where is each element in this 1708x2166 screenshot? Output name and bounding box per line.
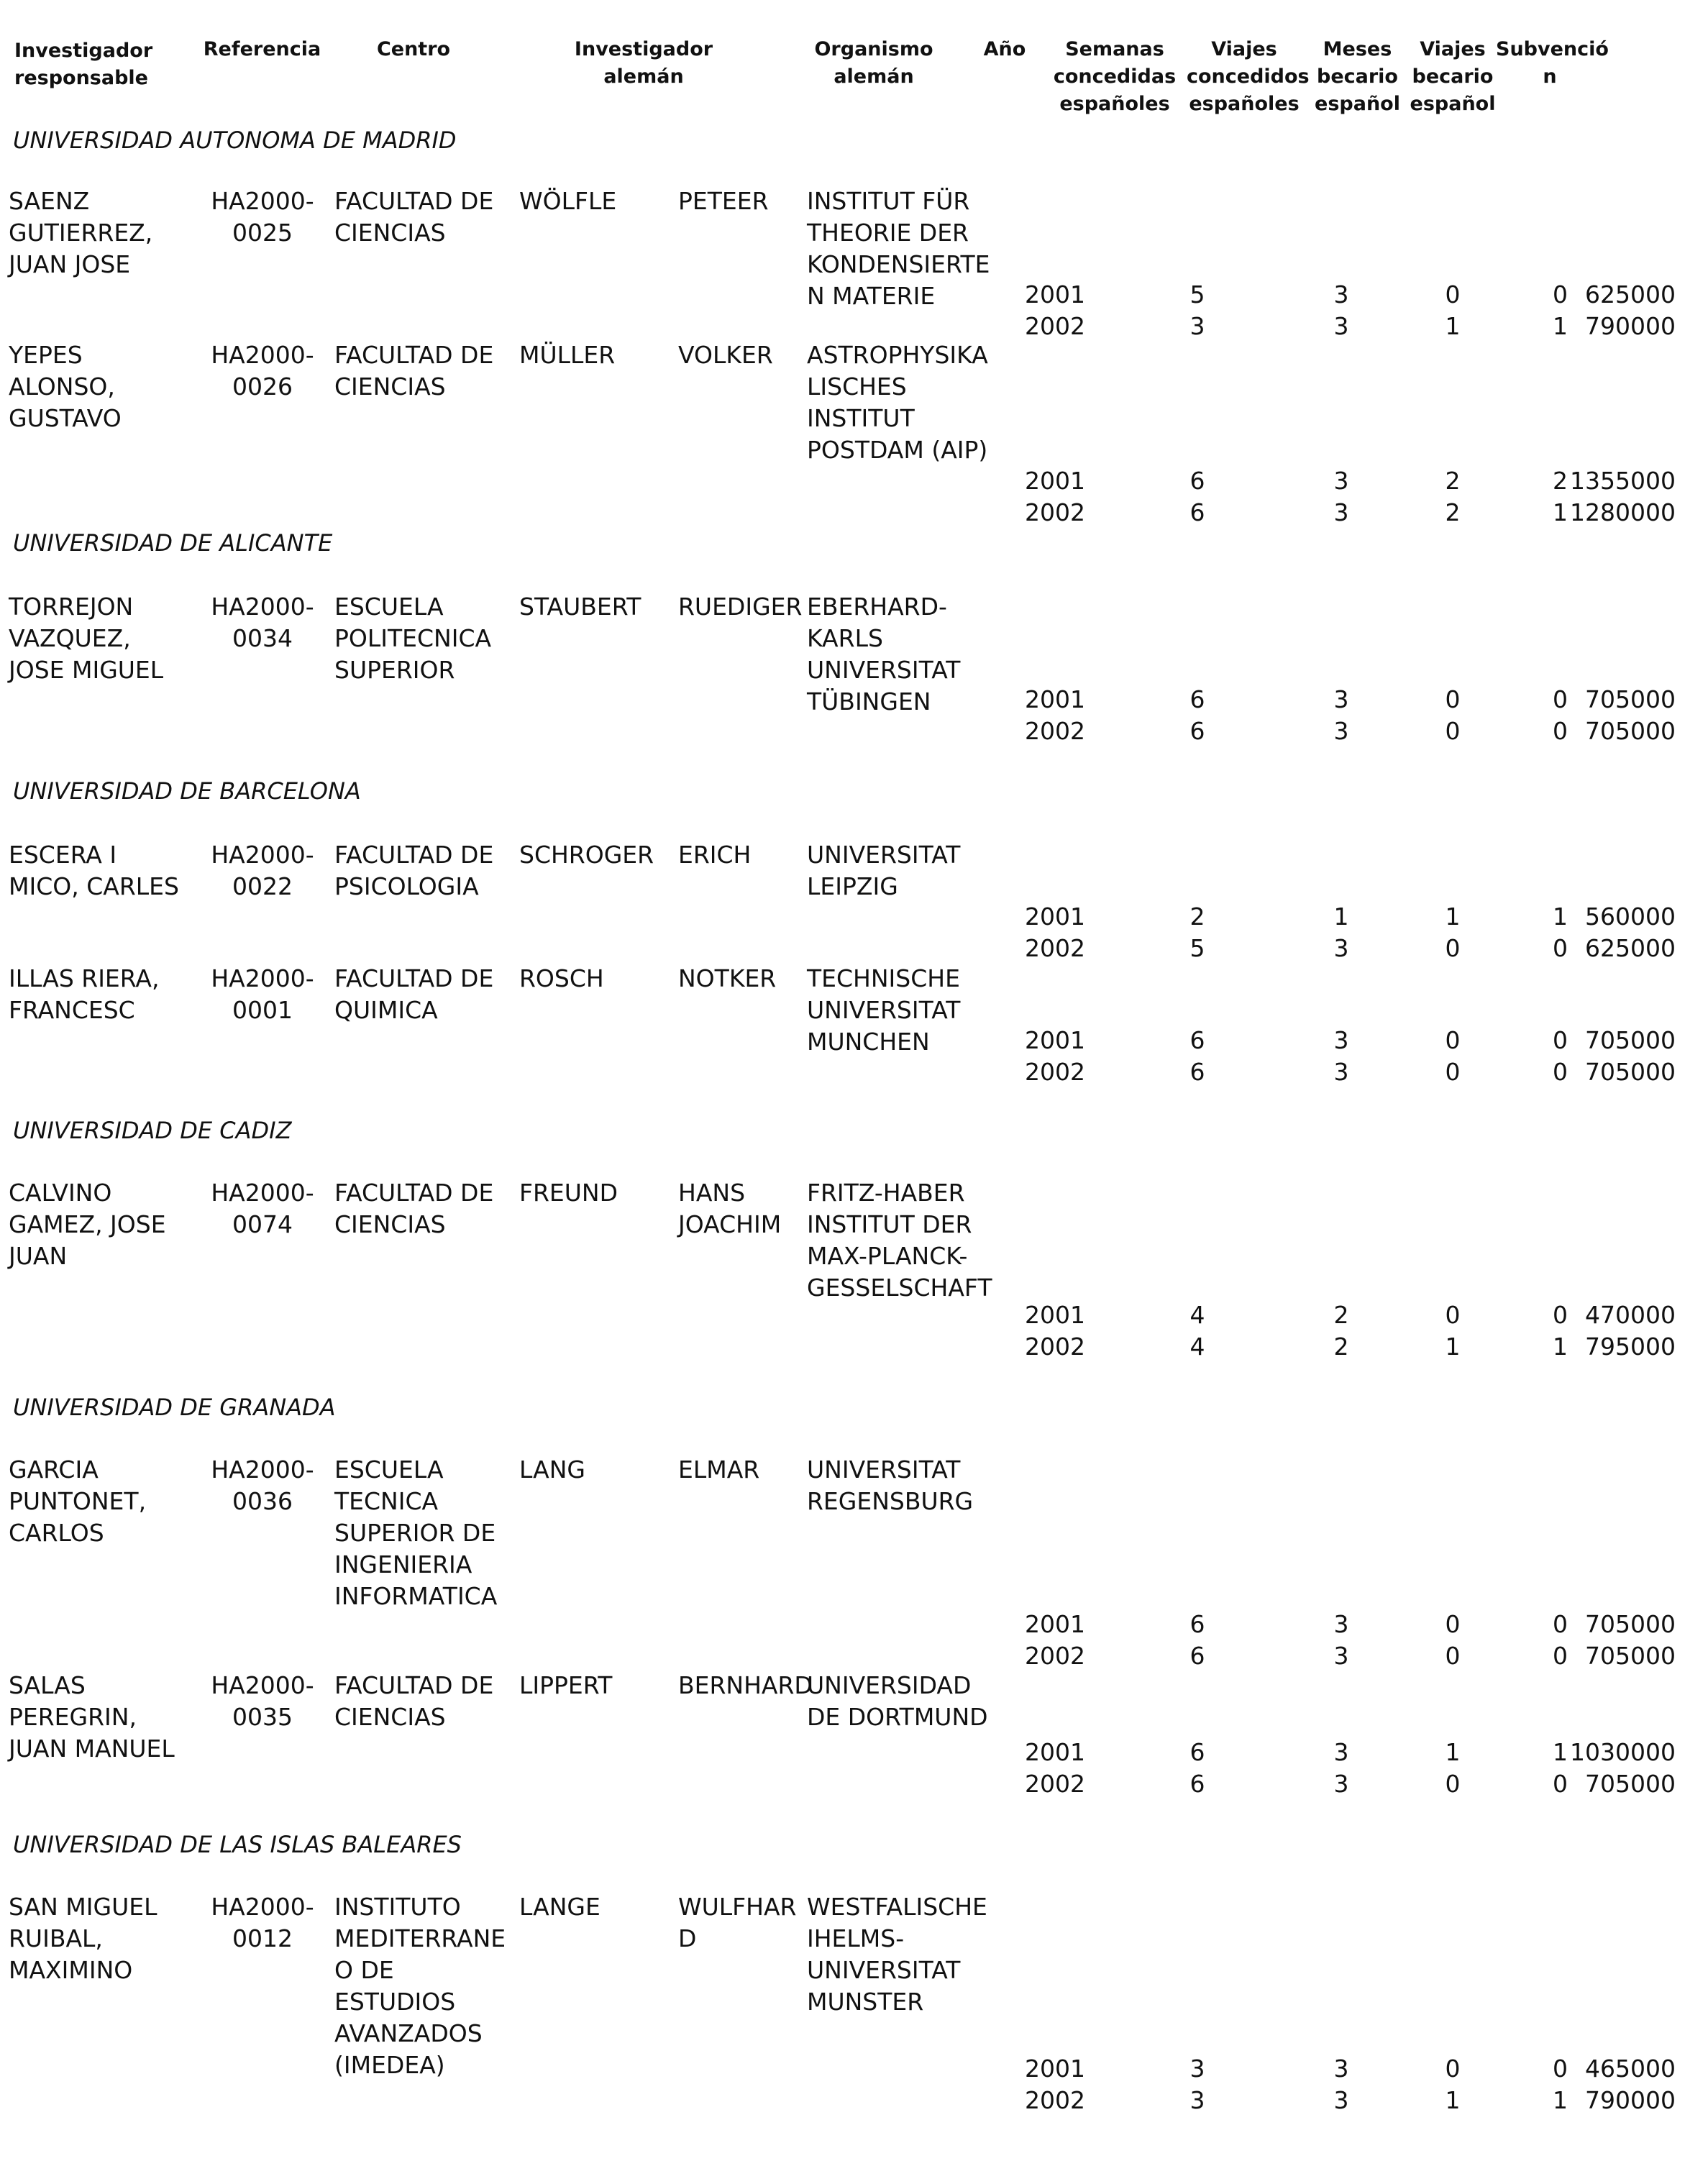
viajes-becario-cell: 1 [1553, 1333, 1568, 1361]
semanas-cell: 6 [1189, 1770, 1205, 1798]
viajes-becario-cell: 1 [1553, 312, 1568, 340]
nombre-aleman-cell: RUEDIGER [678, 593, 803, 621]
university-heading: UNIVERSIDAD DE BARCELONA [13, 777, 361, 805]
apellido-aleman-cell: LIPPERT [519, 1671, 613, 1699]
viajes-cell: 3 [1333, 2086, 1349, 2114]
anio-cell: 2001 [1025, 280, 1085, 309]
organismo-cell: UNIVERSITAT REGENSBURG [807, 1456, 974, 1515]
referencia-cell: HA2000- 0001 [211, 964, 314, 1024]
semanas-cell: 6 [1189, 1058, 1205, 1086]
viajes-cell: 3 [1333, 1610, 1349, 1638]
anio-cell: 2001 [1025, 1301, 1085, 1329]
viajes-cell: 1 [1333, 902, 1349, 931]
organismo-cell: UNIVERSITAT LEIPZIG [807, 841, 961, 900]
subvencion-cell: 705000 [1585, 1642, 1676, 1670]
nombre-aleman-cell: ELMAR [678, 1456, 760, 1484]
subvencion-cell: 470000 [1585, 1301, 1676, 1329]
anio-cell: 2002 [1025, 717, 1085, 745]
viajes-becario-cell: 0 [1553, 1058, 1568, 1086]
meses-becario-cell: 0 [1445, 1610, 1461, 1638]
viajes-becario-cell: 2 [1553, 467, 1568, 495]
anio-cell: 2002 [1025, 934, 1085, 962]
investigador-cell: ILLAS RIERA, FRANCESC [9, 964, 160, 1024]
centro-cell: FACULTAD DE CIENCIAS [334, 1671, 494, 1731]
investigador-cell: SALAS PEREGRIN, JUAN MANUEL [9, 1671, 175, 1763]
meses-becario-cell: 0 [1445, 1642, 1461, 1670]
centro-cell: ESCUELA POLITECNICA SUPERIOR [334, 593, 492, 684]
organismo-cell: EBERHARD- KARLS UNIVERSITAT TÜBINGEN [807, 593, 961, 716]
viajes-becario-cell: 1 [1553, 498, 1568, 526]
meses-becario-cell: 1 [1445, 1333, 1461, 1361]
meses-becario-cell: 1 [1445, 902, 1461, 931]
header-meses-becario: Meses becario español [1315, 38, 1400, 115]
university-heading: UNIVERSIDAD DE CADIZ [13, 1117, 292, 1144]
viajes-cell: 3 [1333, 312, 1349, 340]
anio-cell: 2002 [1025, 2086, 1085, 2114]
viajes-cell: 3 [1333, 1058, 1349, 1086]
meses-becario-cell: 0 [1445, 1301, 1461, 1329]
apellido-aleman-cell: FREUND [519, 1179, 618, 1207]
centro-cell: FACULTAD DE CIENCIAS [334, 187, 494, 247]
semanas-cell: 4 [1189, 1301, 1205, 1329]
anio-cell: 2001 [1025, 1610, 1085, 1638]
semanas-cell: 3 [1189, 2055, 1205, 2083]
meses-becario-cell: 0 [1445, 1770, 1461, 1798]
investigador-cell: TORREJON VAZQUEZ, JOSE MIGUEL [9, 593, 164, 684]
viajes-cell: 3 [1333, 934, 1349, 962]
university-heading: UNIVERSIDAD AUTONOMA DE MADRID [13, 127, 457, 154]
subvencion-cell: 795000 [1585, 1333, 1676, 1361]
anio-cell: 2002 [1025, 1770, 1085, 1798]
organismo-cell: ASTROPHYSIKA LISCHES INSTITUT POSTDAM (AIP) [807, 341, 988, 464]
anio-cell: 2001 [1025, 1738, 1085, 1766]
viajes-cell: 3 [1333, 498, 1349, 526]
nombre-aleman-cell: NOTKER [678, 964, 777, 992]
referencia-cell: HA2000- 0074 [211, 1179, 314, 1238]
header-anio: Año [983, 38, 1026, 60]
organismo-cell: UNIVERSIDAD DE DORTMUND [807, 1671, 988, 1731]
viajes-cell: 3 [1333, 1026, 1349, 1054]
viajes-becario-cell: 0 [1553, 2055, 1568, 2083]
semanas-cell: 5 [1189, 934, 1205, 962]
subvencion-cell: 1280000 [1570, 498, 1676, 526]
viajes-becario-cell: 0 [1553, 934, 1568, 962]
viajes-cell: 3 [1333, 280, 1349, 309]
subvencion-cell: 790000 [1585, 2086, 1676, 2114]
semanas-cell: 6 [1189, 1610, 1205, 1638]
subvencion-cell: 790000 [1585, 312, 1676, 340]
anio-cell: 2002 [1025, 1642, 1085, 1670]
centro-cell: FACULTAD DE CIENCIAS [334, 341, 494, 401]
semanas-cell: 6 [1189, 685, 1205, 713]
viajes-cell: 3 [1333, 685, 1349, 713]
apellido-aleman-cell: LANG [519, 1456, 585, 1484]
viajes-cell: 2 [1333, 1301, 1349, 1329]
meses-becario-cell: 0 [1445, 685, 1461, 713]
header-investigador-aleman: Investigador alemán [574, 38, 713, 88]
organismo-cell: INSTITUT FÜR THEORIE DER KONDENSIERTE N MATERIE [807, 187, 990, 310]
referencia-cell: HA2000- 0034 [211, 593, 314, 652]
anio-cell: 2001 [1025, 2055, 1085, 2083]
centro-cell: FACULTAD DE CIENCIAS [334, 1179, 494, 1238]
semanas-cell: 6 [1189, 498, 1205, 526]
investigador-cell: SAENZ GUTIERREZ, JUAN JOSE [9, 187, 153, 278]
nombre-aleman-cell: PETEER [678, 187, 769, 215]
referencia-cell: HA2000- 0025 [211, 187, 314, 247]
nombre-aleman-cell: WULFHAR D [678, 1893, 797, 1952]
apellido-aleman-cell: ROSCH [519, 964, 604, 992]
viajes-becario-cell: 0 [1553, 280, 1568, 309]
meses-becario-cell: 0 [1445, 280, 1461, 309]
viajes-cell: 2 [1333, 1333, 1349, 1361]
referencia-cell: HA2000- 0026 [211, 341, 314, 401]
subvencion-cell: 705000 [1585, 1026, 1676, 1054]
nombre-aleman-cell: HANS JOACHIM [678, 1179, 782, 1238]
anio-cell: 2001 [1025, 685, 1085, 713]
subvencion-cell: 705000 [1585, 1770, 1676, 1798]
organismo-cell: FRITZ-HABER INSTITUT DER MAX-PLANCK- GESSELSCHAFT [807, 1179, 992, 1302]
header-viajes-becario: Viajes becario español [1410, 38, 1496, 115]
viajes-becario-cell: 0 [1553, 1301, 1568, 1329]
subvencion-cell: 465000 [1585, 2055, 1676, 2083]
semanas-cell: 5 [1189, 280, 1205, 309]
centro-cell: FACULTAD DE QUIMICA [334, 964, 494, 1024]
semanas-cell: 3 [1189, 312, 1205, 340]
anio-cell: 2002 [1025, 1333, 1085, 1361]
semanas-cell: 4 [1189, 1333, 1205, 1361]
viajes-becario-cell: 0 [1553, 717, 1568, 745]
anio-cell: 2001 [1025, 902, 1085, 931]
subvencion-cell: 625000 [1585, 934, 1676, 962]
investigador-cell: ESCERA I MICO, CARLES [9, 841, 179, 900]
meses-becario-cell: 0 [1445, 1058, 1461, 1086]
subvencion-cell: 705000 [1585, 685, 1676, 713]
centro-cell: INSTITUTO MEDITERRANE O DE ESTUDIOS AVANZADOS (IMEDEA) [334, 1893, 506, 2079]
semanas-cell: 6 [1189, 467, 1205, 495]
viajes-cell: 3 [1333, 2055, 1349, 2083]
apellido-aleman-cell: MÜLLER [519, 341, 616, 369]
semanas-cell: 6 [1189, 1026, 1205, 1054]
header-organismo-aleman: Organismo alemán [814, 38, 933, 88]
subvencion-cell: 705000 [1585, 1610, 1676, 1638]
viajes-cell: 3 [1333, 467, 1349, 495]
viajes-becario-cell: 0 [1553, 685, 1568, 713]
referencia-cell: HA2000- 0035 [211, 1671, 314, 1731]
subvencion-cell: 1030000 [1570, 1738, 1676, 1766]
semanas-cell: 6 [1189, 717, 1205, 745]
referencia-cell: HA2000- 0012 [211, 1893, 314, 1952]
investigador-cell: SAN MIGUEL RUIBAL, MAXIMINO [9, 1893, 157, 1984]
header-semanas: Semanas concedidas españoles [1053, 38, 1177, 115]
meses-becario-cell: 2 [1445, 467, 1461, 495]
investigador-cell: GARCIA PUNTONET, CARLOS [9, 1456, 147, 1547]
meses-becario-cell: 0 [1445, 2055, 1461, 2083]
subvencion-cell: 705000 [1585, 1058, 1676, 1086]
header-investigador: Investigador responsable [14, 40, 153, 89]
organismo-cell: WESTFALISCHE IHELMS- UNIVERSITAT MUNSTER [807, 1893, 987, 2016]
meses-becario-cell: 1 [1445, 1738, 1461, 1766]
subvencion-cell: 625000 [1585, 280, 1676, 309]
viajes-cell: 3 [1333, 1770, 1349, 1798]
viajes-cell: 3 [1333, 1642, 1349, 1670]
viajes-becario-cell: 0 [1553, 1026, 1568, 1054]
viajes-cell: 3 [1333, 1738, 1349, 1766]
apellido-aleman-cell: LANGE [519, 1893, 600, 1921]
meses-becario-cell: 0 [1445, 1026, 1461, 1054]
semanas-cell: 3 [1189, 2086, 1205, 2114]
viajes-becario-cell: 0 [1553, 1642, 1568, 1670]
header-subvencion: Subvenció n [1496, 38, 1609, 88]
nombre-aleman-cell: BERNHARD [678, 1671, 813, 1699]
viajes-becario-cell: 0 [1553, 1770, 1568, 1798]
semanas-cell: 6 [1189, 1642, 1205, 1670]
anio-cell: 2002 [1025, 312, 1085, 340]
investigador-cell: CALVINO GAMEZ, JOSE JUAN [9, 1179, 166, 1270]
referencia-cell: HA2000- 0036 [211, 1456, 314, 1515]
semanas-cell: 2 [1189, 902, 1205, 931]
university-heading: UNIVERSIDAD DE LAS ISLAS BALEARES [13, 1831, 462, 1858]
meses-becario-cell: 1 [1445, 312, 1461, 340]
nombre-aleman-cell: VOLKER [678, 341, 773, 369]
subvencion-cell: 560000 [1585, 902, 1676, 931]
meses-becario-cell: 1 [1445, 2086, 1461, 2114]
anio-cell: 2001 [1025, 467, 1085, 495]
header-referencia: Referencia [203, 38, 321, 60]
viajes-becario-cell: 1 [1553, 902, 1568, 931]
viajes-becario-cell: 1 [1553, 1738, 1568, 1766]
semanas-cell: 6 [1189, 1738, 1205, 1766]
viajes-becario-cell: 0 [1553, 1610, 1568, 1638]
investigador-cell: YEPES ALONSO, GUSTAVO [9, 341, 122, 432]
nombre-aleman-cell: ERICH [678, 841, 752, 869]
header-viajes: Viajes concedidos españoles [1187, 38, 1310, 115]
organismo-cell: TECHNISCHE UNIVERSITAT MUNCHEN [807, 964, 961, 1056]
header-centro: Centro [376, 38, 451, 60]
referencia-cell: HA2000- 0022 [211, 841, 314, 900]
centro-cell: FACULTAD DE PSICOLOGIA [334, 841, 494, 900]
meses-becario-cell: 0 [1445, 934, 1461, 962]
viajes-becario-cell: 1 [1553, 2086, 1568, 2114]
centro-cell: ESCUELA TECNICA SUPERIOR DE INGENIERIA INFORMATICA [334, 1456, 498, 1610]
apellido-aleman-cell: WÖLFLE [519, 187, 617, 215]
anio-cell: 2001 [1025, 1026, 1085, 1054]
subvencion-cell: 1355000 [1570, 467, 1676, 495]
university-heading: UNIVERSIDAD DE ALICANTE [13, 529, 333, 557]
apellido-aleman-cell: STAUBERT [519, 593, 641, 621]
viajes-cell: 3 [1333, 717, 1349, 745]
meses-becario-cell: 0 [1445, 717, 1461, 745]
anio-cell: 2002 [1025, 498, 1085, 526]
subvencion-cell: 705000 [1585, 717, 1676, 745]
apellido-aleman-cell: SCHROGER [519, 841, 654, 869]
meses-becario-cell: 2 [1445, 498, 1461, 526]
anio-cell: 2002 [1025, 1058, 1085, 1086]
university-heading: UNIVERSIDAD DE GRANADA [13, 1394, 336, 1421]
